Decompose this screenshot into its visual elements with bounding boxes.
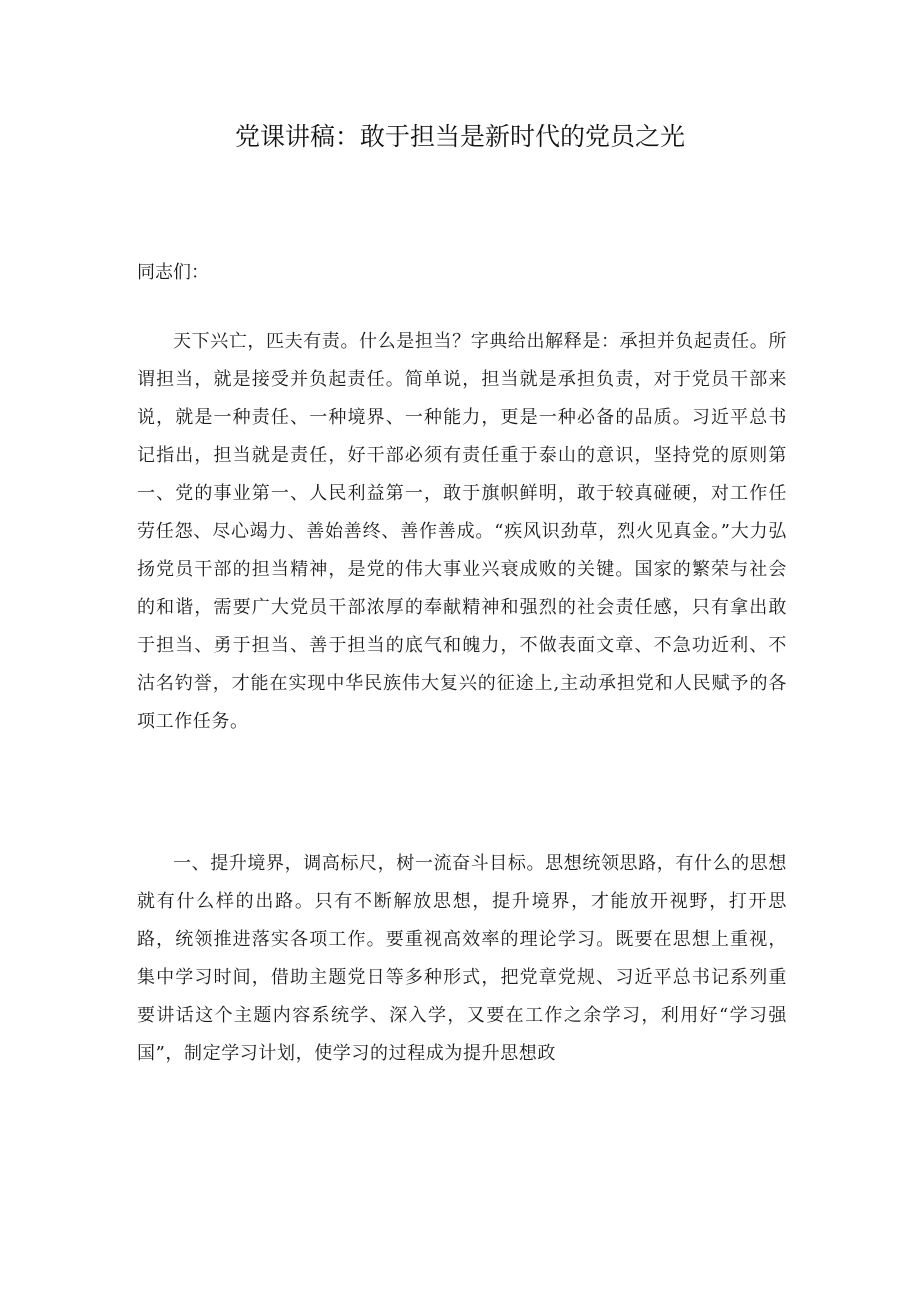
salutation: 同志们： (137, 262, 209, 283)
paragraph-intro: 天下兴亡，匹夫有责。什么是担当？字典给出解释是：承担并负起责任。所谓担当，就是接受并负起责任。简单说，担当就是承担负责，对于党员干部来说，就是一种责任、一种境界、一种能力，更是一种必备的品质。习近平总书记指出，担当就是责任，好干部必须有责任重于泰山的意识，坚持党的原则第一、党的事业第一、人民利益第一，敢于旗帜鲜明，敢于较真碰硬，对工作任劳任怨、尽心竭力、善始善终、善作善成。“疾风识劲草，烈火见真金。”大力弘扬党员干部的担当精神，是党的伟大事业兴衰成败的关键。国家的繁荣与社会的和谐，需要广大党员干部浓厚的奉献精神和强烈的社会责任感，只有拿出敢于担当、勇于担当、善于担当的底气和魄力，不做表面文章、不急功近利、不沽名钓誉，才能在实现中华民族伟大复兴的征途上,主动承担党和人民赋予的各项工作任务。 (137, 331, 787, 732)
document-title: 党课讲稿：敢于担当是新时代的党员之光 (234, 122, 685, 151)
paragraph-section-one: 一、提升境界，调高标尺，树一流奋斗目标。思想统领思路，有什么的思想就有什么样的出路。只有不断解放思想，提升境界，才能放开视野，打开思路，统领推进落实各项工作。要重视高效率的理论学习。既要在思想上重视，集中学习时间，借助主题党日等多种形式，把党章党规、习近平总书记系列重要讲话这个主题内容系统学、深入学，又要在工作之余学习，利用好“学习强国”，制定学习计划，使学习的过程成为提升思想政 (137, 853, 787, 1064)
